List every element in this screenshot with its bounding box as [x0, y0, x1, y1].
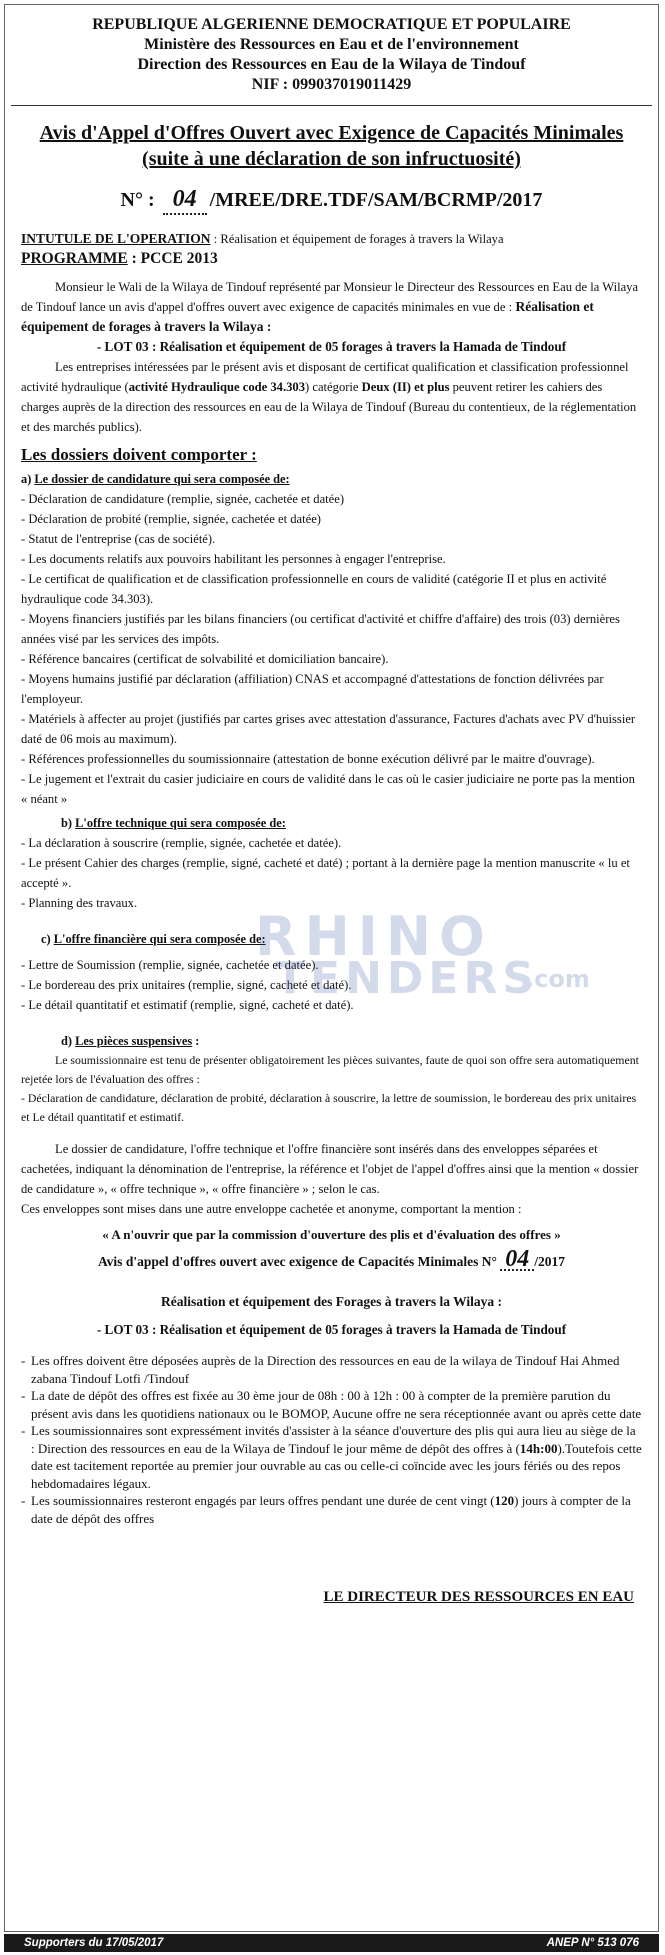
validity-days: 120 — [494, 1493, 515, 1508]
envelopes-paragraph: Le dossier de candidature, l'offre technique et l'offre financière sont insérés dans des enveloppes séparées et cachetées, indiquant la dénomination de l'entreprise, la référence et l'objet de l'appel d'offres ainsi que la mention « dossier de candidature », « offre technique », « offre financière » ; selon le cas. — [21, 1142, 639, 1196]
nif-number: NIF : 099037019011429 — [251, 76, 412, 93]
section-d-title — [61, 1031, 642, 1051]
section-b-list — [21, 833, 642, 913]
list-item: - Les offres doivent être déposées auprès de la Direction des ressources en eau de la wilaya de Tindouf Hai Ahmed zabana Tindouf Lotfi /Tindouf — [31, 1352, 642, 1387]
section-d-prefix: d) — [61, 1034, 76, 1048]
list-item: - Le certificat de qualification et de classification professionnelle en cours de validité (catégorie II et plus en activité hydraulique code 34.303). — [21, 572, 607, 606]
letterhead — [5, 15, 658, 95]
notice-page — [4, 4, 659, 1932]
lot-line: - LOT 03 : Réalisation et équipement de 05 forages à travers la Hamada de Tindouf — [96, 339, 567, 354]
elig-text-a: Les entreprises intéressées par le présent avis et disposant de certificat qualification et classification professionnel activité hydraulique ( — [21, 360, 629, 394]
closing-b2-text: La date de dépôt des offres est fixée au 30 ème jour de 08h : 00 à 12h : 00 à compter de la première parution du présent avis dans les quotidiens nationaux ou le BOMOP, Aucune offre ne sera réceptionnée avant ou après cette date — [31, 1388, 642, 1421]
notice-title — [5, 120, 658, 172]
list-item: - Planning des travaux. — [21, 896, 138, 910]
list-item: - Références professionnelles du soumissionnaire (attestation de bonne exécution délivré par le maitre d'ouvrage). — [21, 752, 595, 766]
reference-line — [5, 186, 658, 215]
list-item: - Le présent Cahier des charges (remplie, signé, cacheté et daté) ; portant à la dernière page la mention manuscrite « lu et accepté ». — [21, 856, 630, 890]
list-item: - Moyens financiers justifiés par les bilans financiers (ou certificat d'activité et chiffre d'affaire) des trois (03) dernières années visé par les services des impôts. — [21, 612, 620, 646]
envelope-ref-number: 04 — [500, 1249, 534, 1271]
title-line-2: (suite à une déclaration de son infructuosité) — [142, 148, 521, 170]
list-item — [31, 1422, 642, 1492]
title-line-1: Avis d'Appel d'Offres Ouvert avec Exigence de Capacités Minimales — [39, 122, 624, 144]
section-b-title — [61, 813, 642, 833]
header-divider — [11, 105, 652, 106]
section-a-title — [21, 469, 642, 489]
list-item: - Lettre de Soumission (remplie, signée, cachetée et datée). — [21, 958, 319, 972]
footer-bar — [4, 1934, 659, 1952]
section-a-label: Le dossier de candidature qui sera composée de: — [34, 472, 290, 486]
list-item — [31, 1492, 642, 1527]
list-item: - Référence bancaires (certificat de solvabilité et domiciliation bancaire). — [21, 652, 389, 666]
list-item: - Le bordereau des prix unitaires (remplie, signé, cacheté et daté). — [21, 978, 352, 992]
closing-b4c: ) jours à compter de la date de dépôt des offres — [31, 1493, 631, 1526]
elig-category: Deux (II) et plus — [361, 380, 450, 394]
direction-name: Direction des Ressources en Eau de la Wilaya de Tindouf — [137, 56, 526, 73]
programme-line — [21, 249, 642, 269]
section-d-label: Les pièces suspensives — [75, 1034, 193, 1048]
elig-text-e: peuvent retirer les cahiers des charges auprès de la direction des ressources en eau de la Wilaya de Tindouf (Bureau du contentieux, de la réglementation et des marchés publics). — [21, 380, 637, 434]
list-item: - Déclaration de probité (remplie, signée, cachetée et datée) — [21, 512, 321, 526]
intro-text: Monsieur le Wali de la Wilaya de Tindouf représenté par Monsieur le Directeur des Ressources en Eau de la Wilaya de Tindouf lance un avis d'appel d'offres ouvert avec exigence de capacités minimales en vue de : — [21, 280, 639, 314]
footer-anep-number: ANEP N° 513 076 — [546, 1937, 639, 1949]
list-item — [31, 1387, 642, 1422]
list-item: - Le jugement et l'extrait du casier judiciaire en cours de validité dans le cas où le casier judiciaire ne porte pas la mention « néant » — [21, 772, 635, 806]
list-item: - Les documents relatifs aux pouvoirs habilitant les personnes à engager l'entreprise. — [21, 552, 446, 566]
section-d-colon: : — [192, 1034, 200, 1048]
envelopes-mention: Ces enveloppes sont mises dans une autre enveloppe cachetée et anonyme, comportant la mention : — [21, 1202, 522, 1216]
watermark-line-3: .com — [525, 965, 590, 993]
signature: LE DIRECTEUR DES RESSOURCES EN EAU — [323, 1589, 634, 1605]
intro-paragraph — [21, 277, 642, 337]
programme-text: : PCCE 2013 — [127, 250, 218, 267]
section-d-items: - Déclaration de candidature, déclaration de probité, déclaration à souscrire, la lettre de soumission, le bordereau des prix unitaires et Le détail quantitatif et estimatif. — [21, 1091, 637, 1124]
closing-lot: - LOT 03 : Réalisation et équipement de 05 forages à travers la Hamada de Tindouf — [96, 1322, 567, 1337]
elig-text-c: ) catégorie — [305, 380, 362, 394]
closing-b3c: ).Toutefois cette date est tacitement reportée au premier jour ouvrable au cas ou celle-ci coïncide avec les jours fériés ou des repos hebdomadaires légaux. — [31, 1440, 642, 1491]
section-b-label: L'offre technique qui sera composée de: — [75, 816, 286, 830]
ministry-name: Ministère des Ressources en Eau et de l'environnement — [144, 36, 519, 53]
watermark-line-2: TENDERS — [275, 953, 540, 1004]
list-item: - Le détail quantitatif et estimatif (remplie, signé, cacheté et daté). — [21, 998, 354, 1012]
section-c-title — [41, 929, 642, 949]
closing-b3a: Les soumissionnaires sont expressément invités d'assister à la séance d'ouverture des plis qui aura lieu au siège de la : Direction des ressources en eau de la Wilaya de Tindouf le jour même de dépôt des offres à ( — [31, 1423, 636, 1456]
closing-project: Réalisation et équipement des Forages à travers la Wilaya : — [160, 1294, 503, 1309]
envelope-quote: « A n'ouvrir que par la commission d'ouverture des plis et d'évaluation des offres » — [102, 1227, 561, 1242]
section-a-prefix: a) — [21, 472, 35, 486]
notice-body — [5, 229, 658, 1607]
section-c-list — [21, 955, 642, 1015]
ref-number: 04 — [163, 186, 207, 215]
section-c-label: L'offre financière qui sera composée de: — [53, 932, 266, 946]
list-item: - Statut de l'entreprise (cas de société). — [21, 532, 216, 546]
closing-list — [21, 1352, 642, 1527]
list-item: - Moyens humains justifié par déclaration (affiliation) CNAS et accompagné d'attestations de fonction délivrées par l'employeur. — [21, 672, 604, 706]
list-item: - La déclaration à souscrire (remplie, signée, cachetée et datée). — [21, 836, 342, 850]
footer-publication: Supporters du 17/05/2017 — [24, 1937, 164, 1949]
watermark-line-1: RHINO — [255, 905, 493, 968]
ref-suffix: /MREE/DRE.TDF/SAM/BCRMP/2017 — [209, 189, 543, 211]
programme-label: PROGRAMME — [21, 250, 128, 267]
envelope-reference — [21, 1246, 642, 1272]
republic-name: REPUBLIQUE ALGERIENNE DEMOCRATIQUE ET POPULAIRE — [92, 16, 571, 33]
list-item: - Matériels à affecter au projet (justifiés par cartes grises avec attestation d'assurance, Factures d'achats avec PV d'huissier daté de 06 mois au maximum). — [21, 712, 636, 746]
section-b-prefix: b) — [61, 816, 76, 830]
operation-text: : Réalisation et équipement de forages à travers la Wilaya — [210, 232, 504, 246]
envelope-ref-prefix: Avis d'appel d'offres ouvert avec exigence de Capacités Minimales N° — [97, 1254, 497, 1269]
ref-prefix: N° : — [120, 189, 155, 211]
section-d-paragraph: Le soumissionnaire est tenu de présenter obligatoirement les pièces suivantes, faute de quoi son offre sera automatiquement rejetée lors de l'évaluation des offres : — [21, 1053, 639, 1086]
intro-bold: Réalisation et équipement de forages à travers la Wilaya : — [21, 299, 594, 334]
operation-label: INTUTULE DE L'OPERATION — [21, 231, 211, 246]
list-item: - Déclaration de candidature (remplie, signée, cachetée et datée) — [21, 492, 345, 506]
closing-b4a: Les soumissionnaires resteront engagés par leurs offres pendant une durée de cent vingt ( — [31, 1493, 495, 1508]
opening-time: 14h:00 — [519, 1440, 558, 1456]
elig-code: activité Hydraulique code 34.303 — [128, 380, 306, 394]
section-a-list — [21, 489, 642, 809]
section-c-prefix: c) — [41, 932, 54, 946]
dossiers-title: Les dossiers doivent comporter : — [21, 445, 257, 464]
eligibility-paragraph — [21, 357, 642, 437]
envelope-ref-suffix: /2017 — [534, 1254, 566, 1269]
operation-line — [21, 229, 642, 249]
